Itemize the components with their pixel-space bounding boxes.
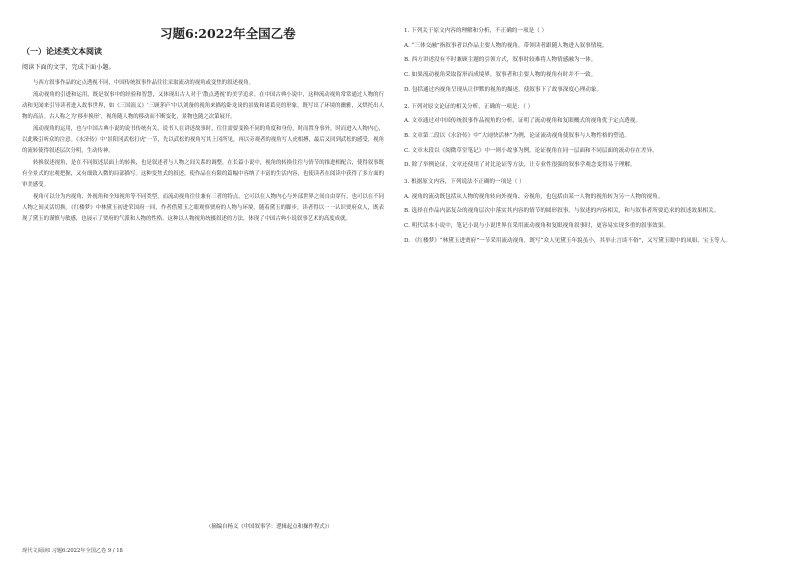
question-option: B. 文章第二段以《水浒传》中“大闹快活林”为例，论证流动视角使叙事与人物性格的塑造。 xyxy=(404,132,630,139)
question-stem: 3. 根据原文内容，下列说法不正确的一项是（ ） xyxy=(404,179,525,186)
article-paragraph: 流动视角的引进和运用，既是叙事中的经验和智慧，又体现出古人对于‘散点透视’的美学追求。在中国古典小说中，这种流动视角常常通过人物的行动和见闻来引导读者进入故事世界，如《三国演义》‘三顾茅庐’中以刘备的视角来描绘卧龙岗的景致和诸葛亮的形象，既写出了环境的幽雅，又烘托出人物的高洁。古人称之为‘移步换形’，视角随人物的移动而不断变化，景物也随之次第展开。 xyxy=(22,91,384,120)
question-option: A. “三体交融”指叙事者以作品主要人物的视角，带领读者跟随人物进入叙事情境。 xyxy=(404,42,608,49)
reading-instruction: 阅读下面的文字，完成下面小题。 xyxy=(22,64,115,71)
questions-column xyxy=(404,26,778,253)
article-body xyxy=(22,78,384,226)
question-option: D. 除了举例论证，文章还使用了对比论证等方法，让专业性很强的叙事学观念变得易于理解。 xyxy=(404,162,636,169)
article-paragraph: 视角可以分为内视角、外视角和全知视角等不同类型，而流动视角往往兼有三者的特点。它可以在人物内心与外部世界之间自由穿行，也可以在不同人物之间灵活切换。《红楼梦》中林黛玉初进荣国府一回，作者借黛玉之眼观察贾府的人物与环境，随着黛玉的脚步，读者得以一一认识贾府众人，既表现了黛玉的谨慎与敏感，也展示了贾府的气派和人物的性格。这种以人物视角统摄叙述的方法，体现了中国古典小说叙事艺术的高度成就。 xyxy=(22,193,384,222)
question-2 xyxy=(404,102,778,172)
question-1 xyxy=(404,26,778,96)
question-option: D. 包括通过内视角呈现从让伊默的视角的描述，使叙事下了故事深度心理动象。 xyxy=(404,86,603,93)
question-option: C. 如果流动视角采取留形而成境界，叙事者和主要人物的视角有时并不一致。 xyxy=(404,72,597,79)
page-footer: 现代文阅读Ⅰ 习题6:2022年全国乙卷 9 / 18 xyxy=(22,548,123,554)
question-3 xyxy=(404,177,778,247)
question-option: A. 文章通过对中国传统叙事作品视角的分析，证明了流动视角和复眼概式的视角优于定点透视。 xyxy=(404,118,641,125)
section-heading: （一）论述类文本阅读 xyxy=(22,46,102,56)
question-option: D. 《红楼梦》“林黛玉进贾府”一节采用流动视角，既写“众人见黛玉年貌虽小，其举止言谈不俗”，又写黛玉眼中的凤姐、宝玉等人。 xyxy=(404,238,731,244)
question-stem: 1. 下列关于原文内容的理解和分析，不正确的一项是（ ） xyxy=(404,28,548,34)
article-paragraph: 流动视角的运用，也与中国古典小说的说书传统有关。说书人在讲述故事时，往往需要变换不同的角度和身份，时而置身事外，时而进入人物内心，以此吸引听众的注意。《水浒传》中‘景阳冈武松打虎’一节，先以武松的视角写其上冈所见，再以旁观者的视角写人虎相搏，最后又回到武松的感受，视角的流转使得叙述层次分明，生动传神。 xyxy=(22,125,384,154)
article-paragraph: 与西方叙事作品的定点透视不同，中国传统叙事作品往往采取流动的视角或变焦的叙述视角。 xyxy=(33,80,255,86)
article-paragraph: 转换叙述视角，是在不同叙述层面上的转换，也是叙述者与人物之间关系的调整。在长篇小说中，视角的转换往往与情节的推进相配合，使得叙事既有全景式的宏观把握，又有细致入微的局部描写。这种变焦式的叙述，使作品在有限的篇幅中容纳了丰富的生活内容，也使读者在阅读中获得了多方面的审美感受。 xyxy=(22,159,384,188)
question-option: B. 西方讲述没有不时兼顾主题的引领方式，叙事时较难将人物情感融为一体。 xyxy=(404,57,597,64)
article-source: （摘编自杨义《中国叙事学：逻辑起点和操作程式》） xyxy=(206,524,333,530)
document-title: 习题6:2022年全国乙卷 xyxy=(160,26,296,41)
question-option: C. 文章末段以《阅微草堂笔记》中一则小故事为例，论证视角在同一层面和不同层面的流动存在差异。 xyxy=(404,147,658,154)
question-option: A. 视角的流动既包括从人物的视角转向外视角、旁视角，也包括由某一人物的视角转为另一人物的视角。 xyxy=(404,193,664,200)
question-option: B. 选择在作品内部复杂的视角层次中落实其内容的情节的圆形叙事，与叙述的内容相关，和与叙事者所要追求的叙述效果相关。 xyxy=(404,208,720,215)
question-stem: 2. 下列对原文论证的相关分析，正确的一项是：（ ） xyxy=(404,103,534,110)
question-option: C. 明代话本小说中，笔记小说与小说世界在采用流动视角和复眼视角叙事时，更容易实现多重的叙事效果。 xyxy=(404,223,669,230)
